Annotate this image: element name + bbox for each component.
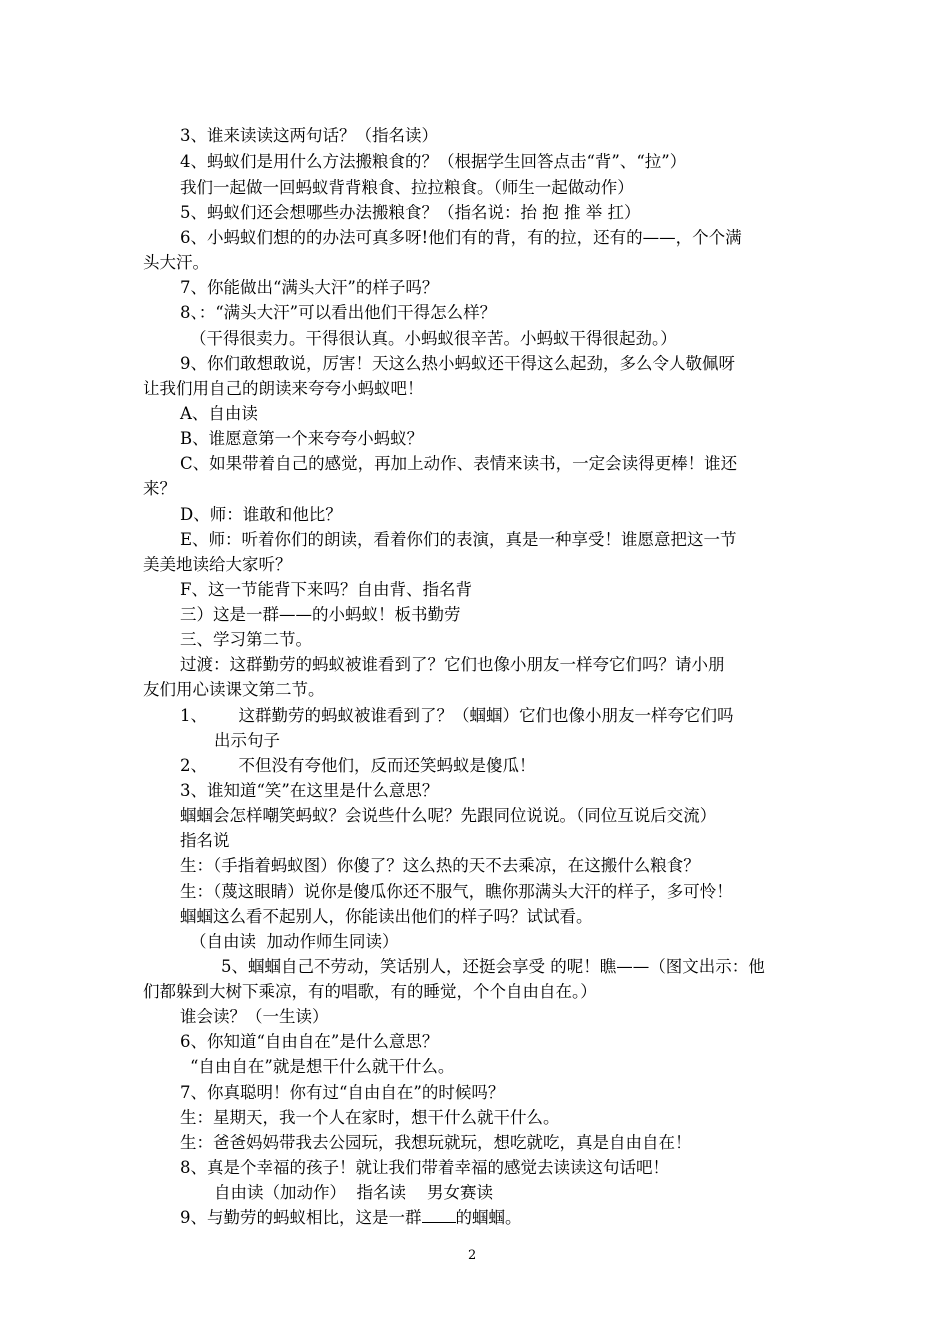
text-fragment: 9、与勤劳的蚂蚁相比，这是一群 (180, 1208, 422, 1227)
text-line: 出示句子 (214, 731, 280, 750)
page-number: 2 (468, 1248, 477, 1263)
text-line: E、师：听着你们的朗读，看着你们的表演，真是一种享受！谁愿意把这一节 (180, 530, 737, 549)
fill-in-blank (422, 1208, 456, 1223)
text-line: 谁会读？（一生读） (180, 1007, 329, 1026)
text-line: 美美地读给大家听？ (143, 555, 292, 574)
text-line: 蝈蝈会怎样嘲笑蚂蚁？会说些什么呢？先跟同位说说。（同位互说后交流） (180, 806, 717, 825)
text-line: 6、你知道“自由自在”是什么意思？ (180, 1032, 439, 1051)
text-line: 生：（蔑这眼睛）说你是傻瓜你还不服气，瞧你那满头大汗的样子，多可怜！ (180, 882, 733, 901)
text-line: 5、蚂蚁们还会想哪些办法搬粮食？（指名说：抬 抱 推 举 扛） (180, 203, 641, 222)
text-line-with-blank (180, 1208, 522, 1228)
text-line: 们都躲到大树下乘凉，有的唱歌，有的睡觉，个个自由自在。） (143, 982, 597, 1001)
text-line: 7、你真聪明！你有过“自由自在”的时候吗？ (180, 1083, 505, 1102)
text-line: 7、你能做出“满头大汗”的样子吗？ (180, 278, 439, 297)
text-line: 我们一起做一回蚂蚁背背粮食、拉拉粮食。（师生一起做动作） (180, 178, 634, 197)
text-fragment: 的蝈蝈。 (455, 1208, 522, 1227)
text-line: C、如果带着自己的感觉，再加上动作、表情来读书，一定会读得更棒！谁还 (180, 454, 738, 473)
text-line: 蝈蝈这么看不起别人，你能读出他们的样子吗？试试看。 (180, 907, 593, 926)
text-line: 3、谁来读读这两句话？（指名读） (180, 126, 438, 145)
text-line: “自由自在”就是想干什么就干什么。 (190, 1057, 455, 1076)
text-line: 1、 这群勤劳的蚂蚁被谁看到了？（蝈蝈）它们也像小朋友一样夸它们吗 (180, 706, 734, 725)
text-line: 三）这是一群——的小蚂蚁！板书勤劳 (180, 605, 461, 624)
text-line: 生：爸爸妈妈带我去公园玩，我想玩就玩，想吃就吃，真是自由自在！ (180, 1133, 692, 1152)
text-line: （干得很卖力。干得很认真。小蚂蚁很辛苦。小蚂蚁干得很起劲。） (190, 329, 677, 348)
text-line: 8、真是个幸福的孩子！就让我们带着幸福的感觉去读读这句话吧！ (180, 1158, 669, 1177)
text-line: 来？ (143, 479, 176, 498)
text-line: 2、 不但没有夸他们，反而还笑蚂蚁是傻瓜！ (180, 756, 536, 775)
text-line: B、谁愿意第一个来夸夸小蚂蚁？ (180, 429, 424, 448)
text-line: 友们用心读课文第二节。 (143, 680, 325, 699)
text-line: 9、你们敢想敢说，厉害！天这么热小蚂蚁还干得这么起劲，多么令人敬佩呀 (180, 354, 735, 373)
text-line: 三、学习第二节。 (180, 630, 312, 649)
text-line: 4、蚂蚁们是用什么方法搬粮食的？（根据学生回答点击“背”、“拉”） (180, 152, 687, 171)
text-line: 3、谁知道“笑”在这里是什么意思？ (180, 781, 439, 800)
text-line: 让我们用自己的朗读来夸夸小蚂蚁吧！ (143, 379, 424, 398)
text-line: 指名说 (180, 831, 230, 850)
text-line: 过渡：这群勤劳的蚂蚁被谁看到了？它们也像小朋友一样夸它们吗？请小朋 (180, 655, 725, 674)
text-line: 6、小蚂蚁们想的的办法可真多呀!他们有的背，有的拉，还有的——，个个满 (180, 228, 742, 247)
text-line: 自由读（加动作） 指名读 男女赛读 (214, 1183, 493, 1202)
text-line: 8、：“满头大汗”可以看出他们干得怎么样？ (180, 303, 497, 322)
text-line: A、自由读 (180, 404, 258, 423)
text-line: （自由读 加动作师生同读） (190, 932, 399, 951)
text-line: 生：（手指着蚂蚁图）你傻了？这么热的天不去乘凉，在这搬什么粮食？ (180, 856, 700, 875)
text-line: D、师：谁敢和他比？ (180, 505, 342, 524)
text-line: 生：星期天，我一个人在家时，想干什么就干什么。 (180, 1108, 560, 1127)
text-line: 5、蝈蝈自己不劳动，笑话别人，还挺会享受 的呢！瞧——（图文出示：他 (221, 957, 765, 976)
text-line: F、这一节能背下来吗？自由背、指名背 (180, 580, 472, 599)
text-line: 头大汗。 (143, 253, 209, 272)
